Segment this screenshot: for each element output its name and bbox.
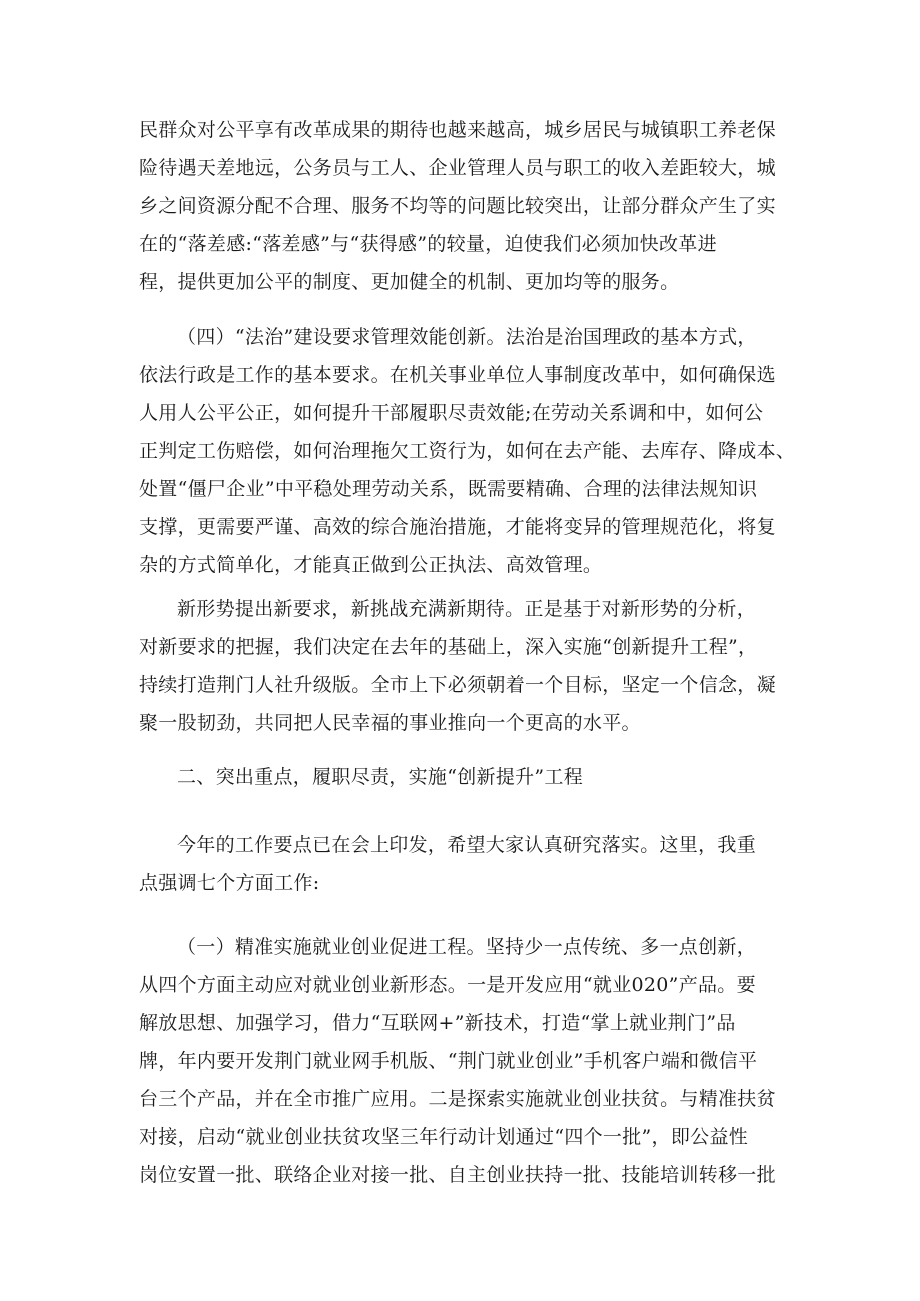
- paragraph-6: [139, 928, 799, 1194]
- text-line: 在的“落差感:“落差感”与“获得感”的较量，迫使我们必须加快改革进: [139, 233, 717, 255]
- text-line: 牌，年内要开发荆门就业网手机版、“荆门就业创业”手机客户端和微信平: [139, 1050, 758, 1072]
- text-line: 对接，启动“就业创业扶贫攻坚三年行动计划通过“四个一批”，即公益性: [139, 1126, 749, 1148]
- text-line: 支撑，更需要严谨、高效的综合施治措施，才能将变异的管理规范化，将复: [139, 516, 776, 538]
- text-line: 程，提供更加公平的制度、更加健全的机制、更加均等的服务。: [139, 271, 680, 293]
- text-line: 民群众对公平享有改革成果的期待也越来越高，城乡居民与城镇职工养老保: [139, 119, 776, 141]
- text-line: 从四个方面主动应对就业创业新形态。一是开发应用“就业020”产品。要: [139, 974, 756, 996]
- text-line: 正判定工伤赔偿，如何治理拖欠工资行为，如何在去产能、去库存、降成本、: [139, 440, 796, 462]
- text-line: 处置“僵尸企业”中平稳处理劳动关系，既需要精确、合理的法律法规知识: [139, 478, 758, 500]
- text-line: 聚一股韧劲，共同把人民幸福的事业推向一个更高的水平。: [139, 712, 641, 734]
- text-line: （四）“法治”建设要求管理效能创新。法治是治国理政的基本方式，: [177, 326, 757, 348]
- text-line: 岗位安置一批、联络企业对接一批、自主创业扶持一批、技能培训转移一批: [139, 1164, 776, 1186]
- paragraph-5: [139, 826, 799, 902]
- paragraph-2: [139, 318, 799, 584]
- paragraph-3: [139, 590, 799, 742]
- text-line: 今年的工作要点已在会上印发，希望大家认真研究落实。这里，我重: [177, 834, 757, 856]
- text-line: 险待遇天差地远，公务员与工人、企业管理人员与职工的收入差距较大，城: [139, 157, 776, 179]
- text-line: 乡之间资源分配不合理、服务不均等的问题比较突出，让部分群众产生了实: [139, 195, 776, 217]
- text-line: 杂的方式简单化，才能真正做到公正执法、高效管理。: [139, 554, 603, 576]
- text-line: （一）精准实施就业创业促进工程。坚持少一点传统、多一点创新，: [177, 936, 757, 958]
- paragraph-1: [139, 111, 799, 301]
- text-line: 人用人公平公正，如何提升干部履职尽责效能;在劳动关系调和中，如何公: [139, 402, 764, 424]
- section-heading: [139, 758, 799, 796]
- text-line: 解放思想、加强学习，借力“互联网+”新技术，打造“掌上就业荆门”品: [139, 1012, 736, 1034]
- text-line: 对新要求的把握，我们决定在去年的基础上，深入实施“创新提升工程”，: [139, 636, 758, 658]
- text-line: 依法行政是工作的基本要求。在机关事业单位人事制度改革中，如何确保选: [139, 364, 776, 386]
- text-line: 持续打造荆门人社升级版。全市上下必须朝着一个目标，坚定一个信念，凝: [139, 674, 776, 696]
- heading-text: 二、突出重点，履职尽责，实施“创新提升”工程: [177, 766, 584, 788]
- text-line: 新形势提出新要求，新挑战充满新期待。正是基于对新形势的分析，: [177, 598, 757, 620]
- text-line: 点强调七个方面工作:: [139, 872, 320, 894]
- text-line: 台三个产品，并在全市推广应用。二是探索实施就业创业扶贫。与精准扶贫: [139, 1088, 776, 1110]
